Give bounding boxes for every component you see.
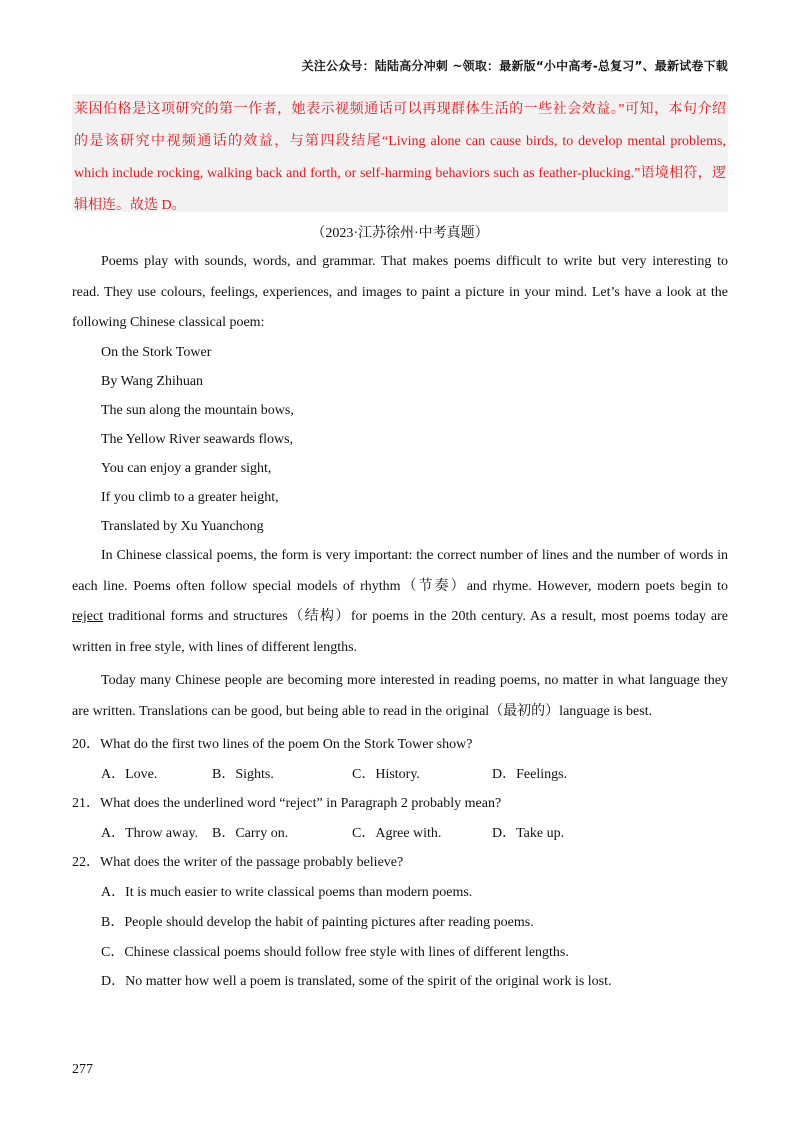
answer-line-2: 的是该研究中视频通话的效益，与第四段结尾“Living alone can cause birds, to develop mental problems, <box>74 134 726 149</box>
paragraph-line <box>72 602 728 633</box>
question-21-option-d[interactable]: D．Take up. <box>492 826 565 841</box>
question-22-stem: 22．What does the writer of the passage probably believe? <box>72 855 404 870</box>
paragraph-line: are written. Translations can be good, but being able to read in the original（最初的）language is best. <box>72 703 653 719</box>
paragraph-line: each line. Poems often follow special models of rhythm（节奏）and rhyme. However, modern poets begin to <box>72 578 728 594</box>
paragraph-line: read. They use colours, feelings, experiences, and images to paint a picture in your mind. Let’s have a look at the <box>72 284 728 300</box>
question-22-option-a[interactable]: A．It is much easier to write classical poems than modern poems. <box>101 885 473 900</box>
paragraph-2 <box>72 541 728 663</box>
poem-line: The Yellow River seawards flows, <box>101 432 294 447</box>
answer-line-4: 辑相连。故选 D。 <box>74 198 186 213</box>
question-20-option-c[interactable]: C．History. <box>352 767 420 782</box>
poem-line: The sun along the mountain bows, <box>101 403 294 418</box>
poem-author: By Wang Zhihuan <box>101 374 204 389</box>
question-21-option-a[interactable]: A．Throw away. <box>101 826 199 841</box>
question-20-option-d[interactable]: D．Feelings. <box>492 767 568 782</box>
poem-line: If you climb to a greater height, <box>101 490 279 505</box>
question-22-option-b[interactable]: B．People should develop the habit of painting pictures after reading poems. <box>101 915 534 930</box>
paragraph-line: Today many Chinese people are becoming more interested in reading poems, no matter in what language they <box>101 673 728 688</box>
question-20-stem: 20．What do the first two lines of the poem On the Stork Tower show? <box>72 737 473 752</box>
poem-line: You can enjoy a grander sight, <box>101 461 272 476</box>
paragraph-3 <box>72 666 728 727</box>
paragraph-line: Poems play with sounds, words, and grammar. That makes poems difficult to write but very interesting to <box>101 254 728 269</box>
question-22-option-c[interactable]: C．Chinese classical poems should follow free style with lines of different lengths. <box>101 945 569 960</box>
paragraph-line: following Chinese classical poem: <box>72 315 265 330</box>
paragraph-text: traditional forms and structures（结构）for poems in the 20th century. As a result, most poems today are <box>103 609 728 624</box>
paragraph-line: In Chinese classical poems, the form is very important: the correct number of lines and the number of words in <box>101 548 728 563</box>
exam-source: （2023·江苏徐州·中考真题） <box>311 226 489 241</box>
question-21-option-b[interactable]: B．Carry on. <box>212 826 289 841</box>
paragraph-1 <box>72 247 728 339</box>
poem-title: On the Stork Tower <box>101 345 212 360</box>
question-22-option-d[interactable]: D．No matter how well a poem is translated, some of the spirit of the original work is lost. <box>101 974 612 989</box>
answer-explanation <box>72 94 728 212</box>
question-21-stem: 21．What does the underlined word “reject” in Paragraph 2 probably mean? <box>72 796 502 811</box>
poem-translator: Translated by Xu Yuanchong <box>101 519 264 534</box>
question-20-option-b[interactable]: B．Sights. <box>212 767 274 782</box>
answer-line-1: 莱因伯格是这项研究的第一作者，她表示视频通话可以再现群体生活的一些社会效益。”可知，本句介绍 <box>74 102 726 117</box>
question-20-option-a[interactable]: A．Love. <box>101 767 158 782</box>
underlined-word-reject: reject <box>72 609 104 624</box>
answer-line-3: which include rocking, walking back and forth, or self-harming behaviors such as feather-plucking.”语境相符，逻 <box>74 166 726 181</box>
paragraph-line: written in free style, with lines of different lengths. <box>72 639 358 655</box>
page-header: 关注公众号：陆陆高分冲刺 ~领取：最新版“小中高考-总复习”、最新试卷下载 <box>301 59 728 73</box>
page-number: 277 <box>72 1062 93 1077</box>
question-21-option-c[interactable]: C．Agree with. <box>352 826 442 841</box>
